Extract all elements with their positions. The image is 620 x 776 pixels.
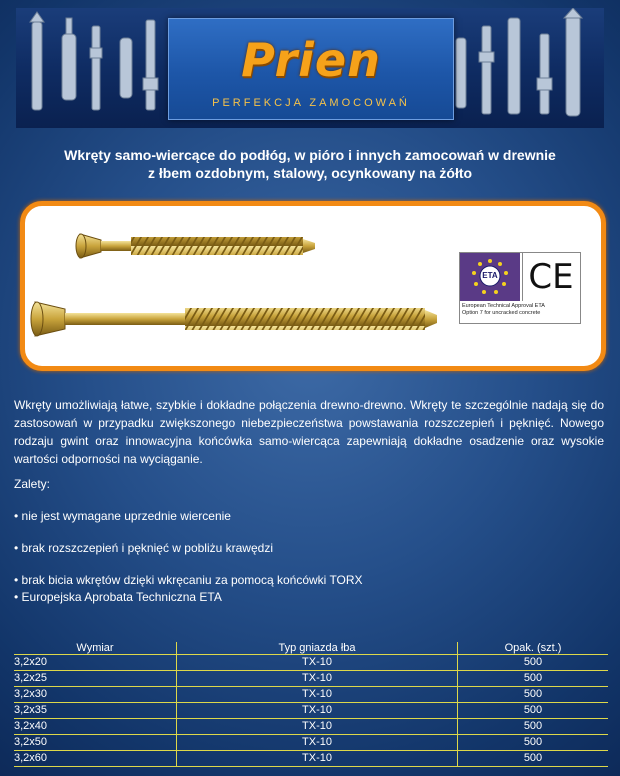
product-title-line-1: Wkręty samo-wiercące do podłóg, w pióro i innych zamocowań w drewnie [64, 147, 556, 163]
column-header-size: Wymiar [14, 642, 177, 655]
size-cell: 3,2x50 [14, 735, 177, 751]
column-header-head-socket: Typ gniazda łba [177, 642, 458, 655]
eta-logo [460, 253, 520, 301]
package-cell: 500 [458, 751, 609, 767]
socket-cell: TX-10 [177, 687, 458, 703]
short-screw-image [76, 234, 315, 258]
socket-cell: TX-10 [177, 735, 458, 751]
certification-block [459, 252, 581, 324]
long-screw-image [31, 302, 437, 336]
table-row [14, 703, 608, 719]
table-row [14, 671, 608, 687]
package-cell: 500 [458, 687, 609, 703]
logo-text: Prien [241, 33, 381, 87]
advantage-item: • nie jest wymagane uprzednie wiercenie [14, 509, 231, 523]
product-description: Wkręty umożliwiają łatwe, szybkie i dokładne połączenia drewno-drewno. Wkręty te szczególnie nadają się do zastosowań w przypadku zwiększonego niebezpieczeństwa powstawania rozszczepień i pęknięć. Nowego rodzaju gwint oraz innowacyjna końcówka samo-wiercąca zapewniają dokładne osadzenie oraz wysokie wartości odporności na wyciąganie. [14, 398, 604, 466]
wall-anchors-image-left [22, 8, 172, 128]
table-header-row [14, 642, 608, 655]
logo-tagline: PERFEKCJA ZAMOCOWAŃ [212, 97, 410, 109]
brand-logo [168, 18, 454, 120]
specification-table [14, 642, 608, 767]
socket-cell: TX-10 [177, 655, 458, 671]
package-cell: 500 [458, 655, 609, 671]
wall-anchors-image-right [448, 8, 598, 128]
size-cell: 3,2x20 [14, 655, 177, 671]
advantage-item: • brak bicia wkrętów dzięki wkręcaniu za pomocą końcówki TORX [14, 573, 363, 587]
package-cell: 500 [458, 719, 609, 735]
screw-images [25, 206, 445, 366]
product-photo-panel [20, 201, 606, 371]
package-cell: 500 [458, 703, 609, 719]
socket-cell: TX-10 [177, 671, 458, 687]
eta-caption [462, 303, 578, 317]
eta-label: ETA [482, 271, 498, 280]
socket-cell: TX-10 [177, 719, 458, 735]
table-row [14, 751, 608, 767]
eta-caption-line-2: Option 7 for uncracked concrete [462, 310, 541, 316]
table-row [14, 687, 608, 703]
size-cell: 3,2x25 [14, 671, 177, 687]
header-banner [16, 8, 604, 128]
advantage-item: • Europejska Aprobata Techniczna ETA [14, 590, 222, 604]
size-cell: 3,2x60 [14, 751, 177, 767]
size-cell: 3,2x30 [14, 687, 177, 703]
advantage-item: • brak rozszczepień i pęknięć w pobliżu krawędzi [14, 541, 273, 555]
package-cell: 500 [458, 735, 609, 751]
eta-caption-line-1: European Technical Approval ETA [462, 303, 545, 309]
advantages-heading: Zalety: [14, 477, 51, 491]
product-title-line-2: z łbem ozdobnym, stalowy, ocynkowany na żółto [147, 165, 473, 181]
table-row [14, 719, 608, 735]
socket-cell: TX-10 [177, 703, 458, 719]
package-cell: 500 [458, 671, 609, 687]
size-cell: 3,2x35 [14, 703, 177, 719]
product-title [20, 146, 600, 182]
column-header-package: Opak. (szt.) [458, 642, 609, 655]
socket-cell: TX-10 [177, 751, 458, 767]
size-cell: 3,2x40 [14, 719, 177, 735]
ce-mark: CE [522, 253, 579, 301]
table-row [14, 735, 608, 751]
table-row [14, 655, 608, 671]
